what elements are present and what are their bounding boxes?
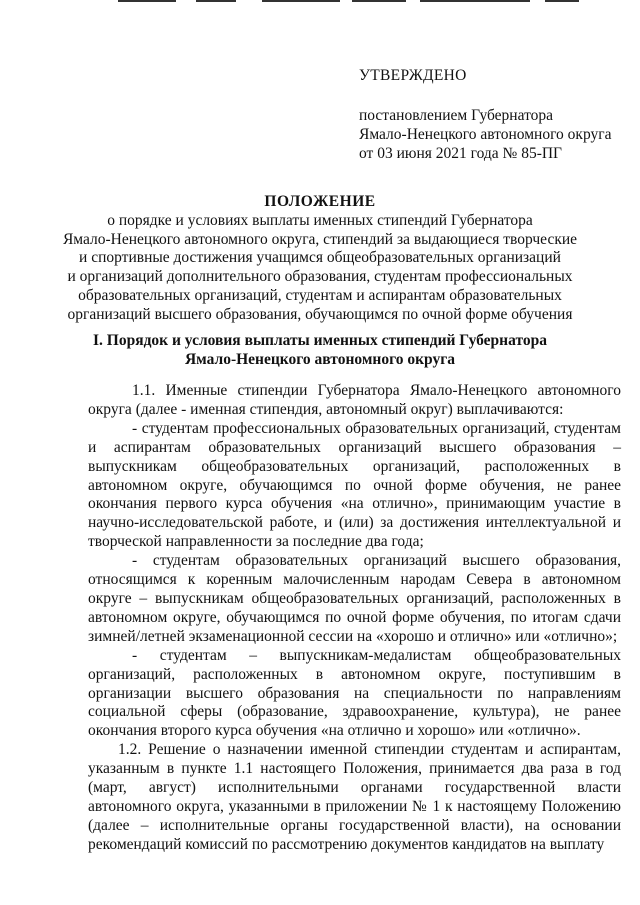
- title-main: ПОЛОЖЕНИЕ: [264, 193, 376, 210]
- title-line: Ямало-Ненецкого автономного округа, стипендий за выдающиеся творческие: [62, 230, 578, 248]
- paragraph-line: организации высшего образования на специальности по направлениям: [88, 684, 621, 702]
- approval-head: УТВЕРЖДЕНО: [359, 67, 467, 84]
- approval-stamp: [359, 66, 629, 163]
- title-line: и организаций дополнительного образования, студентам профессиональных: [67, 268, 573, 286]
- paragraph-line: организаций, расположенных в автономном округе, поступившим в: [88, 665, 621, 683]
- title-line: и спортивные достижения учащимся общеобразовательных организаций: [79, 249, 561, 267]
- paragraph-line: творческой направленности за последние два года;: [88, 533, 424, 551]
- paragraph-line: указанным в пункте 1.1 настоящего Положения, принимается два раза в год: [88, 760, 621, 778]
- paragraph-line: окончания второго курса обучения «на отлично и хорошо» или «отлично».: [88, 722, 581, 740]
- paragraph-line: выпускникам общеобразовательных организаций, расположенных в: [88, 457, 621, 475]
- paragraph-line: относящимся к коренным малочисленным народам Севера в автономном: [88, 571, 621, 589]
- approval-line: от 03 июня 2021 года № 85-ПГ: [359, 145, 563, 162]
- paragraph-line: зимней/летней экзаменационной сессии на «хорошо и отлично» или «отлично»;: [88, 627, 618, 645]
- paragraph-line: (далее – исполнительные органы государственной власти), на основании: [88, 816, 621, 834]
- paragraph-line: (март, август) исполнительными органами государственной власти: [88, 779, 621, 797]
- title-line: о порядке и условиях выплаты именных стипендий Губернатора: [107, 211, 533, 229]
- paragraph-line: - студентам образовательных организаций высшего образования,: [132, 552, 621, 570]
- paragraph-line: автономном округе, обучающимся по очной форме обучения, по итогам сдачи: [88, 608, 621, 626]
- title-line: образовательных организаций, студентам и аспирантам образовательных: [78, 286, 562, 304]
- paragraph-line: рекомендаций комиссий по рассмотрению документов кандидатов на выплату: [88, 835, 605, 853]
- section-line: I. Порядок и условия выплаты именных стипендий Губернатора: [93, 332, 547, 349]
- document-body: [88, 382, 621, 855]
- approval-line: Ямало-Ненецкого автономного округа: [359, 126, 612, 143]
- top-edge-marks: [0, 0, 640, 6]
- section-heading: [0, 331, 640, 369]
- title-line: организаций высшего образования, обучающимся по очной форме обучения: [67, 305, 573, 323]
- paragraph-line: научно-исследовательской работе, и (или) за достижения интеллектуальной и: [88, 514, 621, 532]
- paragraph-line: окончания первого курса обучения «на отлично», принимающим участие в: [88, 495, 621, 513]
- paragraph-line: автономном округе, обучающимся по очной форме обучения, не ранее: [88, 476, 621, 494]
- paragraph-line: - студентам – выпускникам-медалистам общеобразовательных: [132, 646, 621, 664]
- document-title: [0, 193, 640, 325]
- section-line: Ямало-Ненецкого автономного округа: [184, 351, 455, 368]
- paragraph-line: социальной сферы (образование, здравоохранение, культура), не ранее: [88, 703, 621, 721]
- paragraph-line: округе – выпускникам общеобразовательных организаций, расположенных в: [88, 589, 621, 607]
- paragraph-line: округа (далее - именная стипендия, автономный округ) выплачиваются:: [88, 400, 564, 418]
- paragraph-line: автономного округа, указанными в приложении № 1 к настоящему Положению: [88, 797, 621, 815]
- paragraph-line: 1.2. Решение о назначении именной стипендии студентам и аспирантам,: [118, 741, 621, 759]
- paragraph-line: - студентам профессиональных образовательных организаций, студентам: [132, 419, 621, 437]
- paragraph-line: 1.1. Именные стипендии Губернатора Ямало-Ненецкого автономного: [132, 382, 621, 399]
- approval-line: постановлением Губернатора: [359, 107, 554, 124]
- paragraph-line: и аспирантам образовательных организаций высшего образования –: [88, 438, 621, 456]
